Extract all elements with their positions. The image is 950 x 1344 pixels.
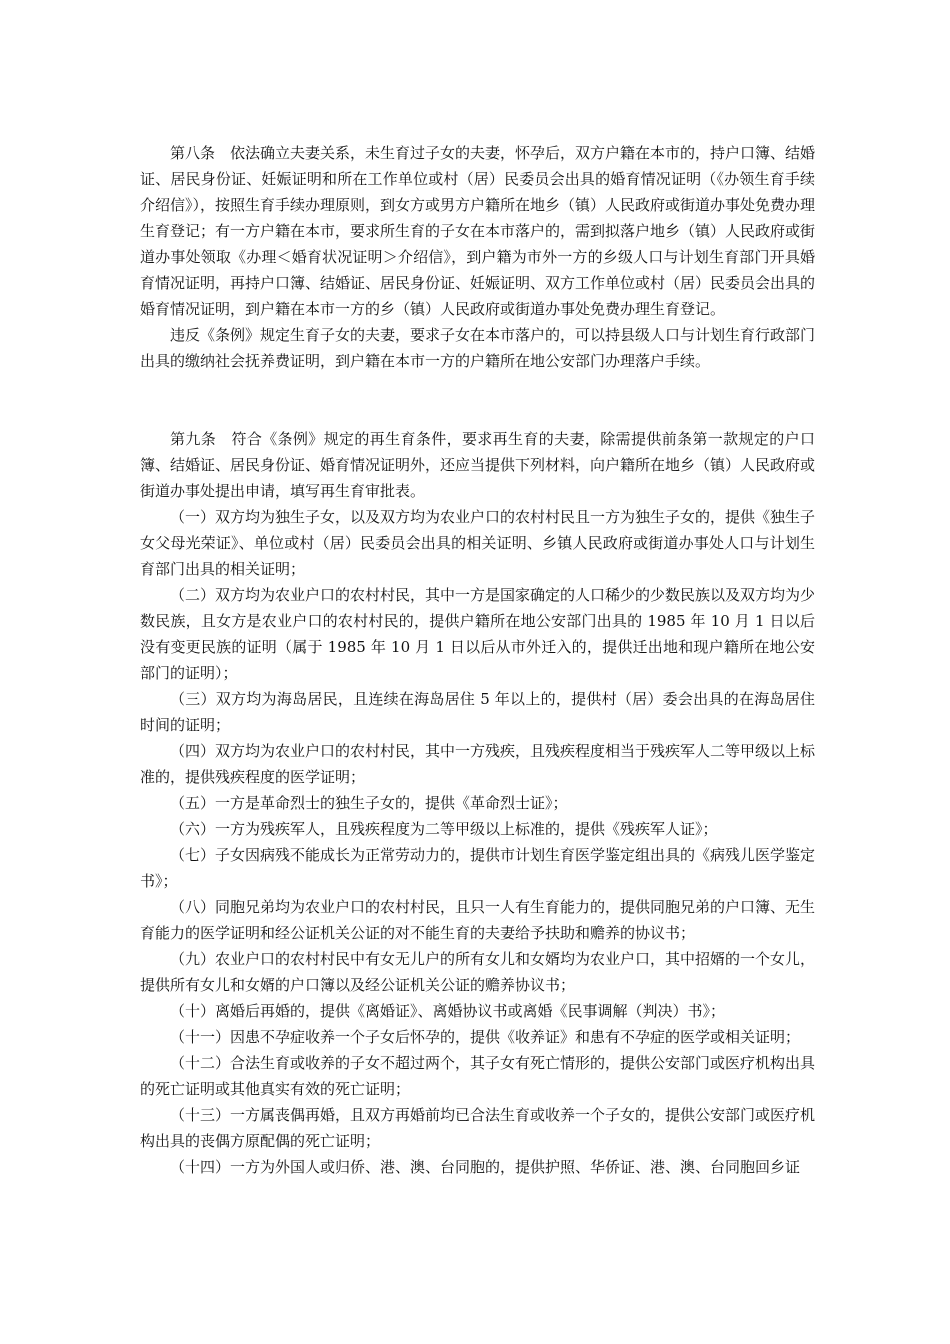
article-9-paragraph-intro: 第九条 符合《条例》规定的再生育条件，要求再生育的夫妻，除需提供前条第一款规定的户口簿、结婚证、居民身份证、婚育情况证明外，还应当提供下列材料，向户籍所在地乡（镇）人民政府或街道办事处提出申请，填写再生育审批表。 [140, 430, 816, 500]
article-9-item-4: （四）双方均为农业户口的农村村民，其中一方残疾，且残疾程度相当于残疾军人二等甲级以上标准的，提供残疾程度的医学证明； [140, 742, 816, 786]
article-9-item-9: （九）农业户口的农村村民中有女无儿户的所有女儿和女婿均为农业户口，其中招婿的一个女儿，提供所有女儿和女婿的户口簿以及经公证机关公证的赡养协议书； [140, 950, 816, 994]
article-9-item-7: （七）子女因病残不能成长为正常劳动力的，提供市计划生育医学鉴定组出具的《病残儿医学鉴定书》； [140, 846, 816, 890]
article-9-item-1: （一）双方均为独生子女，以及双方均为农业户口的农村村民且一方为独生子女的，提供《独生子女父母光荣证》、单位或村（居）民委员会出具的相关证明、乡镇人民政府或街道办事处人口与计划生育部门出具的相关证明； [140, 508, 816, 578]
article-8-paragraph-1: 第八条 依法确立夫妻关系，未生育过子女的夫妻，怀孕后，双方户籍在本市的，持户口簿、结婚证、居民身份证、妊娠证明和所在工作单位或村（居）民委员会出具的婚育情况证明（《办领生育手续介绍信》），按照生育手续办理原则，到女方或男方户籍所在地乡（镇）人民政府或街道办事处免费办理生育登记；有一方户籍在本市，要求所生育的子女在本市落户的，需到拟落户地乡（镇）人民政府或街道办事处领取《办理＜婚育状况证明＞介绍信》，到户籍为市外一方的乡级人口与计划生育部门开具婚育情况证明，再持户口簿、结婚证、居民身份证、妊娠证明、双方工作单位或村（居）民委员会出具的婚育情况证明，到户籍在本市一方的乡（镇）人民政府或街道办事处免费办理生育登记。 [140, 144, 816, 318]
article-9-item-14: （十四）一方为外国人或归侨、港、澳、台同胞的，提供护照、华侨证、港、澳、台同胞回乡证 [170, 1158, 801, 1176]
article-8 [140, 140, 815, 374]
article-9-item-11: （十一）因患不孕症收养一个子女后怀孕的，提供《收养证》和患有不孕症的医学或相关证明； [170, 1028, 801, 1046]
article-9-item-10: （十）离婚后再婚的，提供《离婚证》、离婚协议书或离婚《民事调解（判决）书》； [170, 1002, 726, 1020]
document-body [140, 140, 815, 1180]
article-8-paragraph-2: 违反《条例》规定生育子女的夫妻，要求子女在本市落户的，可以持县级人口与计划生育行政部门出具的缴纳社会抚养费证明，到户籍在本市一方的户籍所在地公安部门办理落户手续。 [140, 326, 816, 370]
article-9 [140, 426, 815, 1180]
article-9-item-13: （十三）一方属丧偶再婚，且双方再婚前均已合法生育或收养一个子女的，提供公安部门或医疗机构出具的丧偶方原配偶的死亡证明； [140, 1106, 816, 1150]
article-9-item-2: （二）双方均为农业户口的农村村民，其中一方是国家确定的人口稀少的少数民族以及双方均为少数民族，且女方是农业户口的农村村民的，提供户籍所在地公安部门出具的 1985 年 10 月 1 日以后没有变更民族的证明（属于 1985 年 10 月 1 日以后从市外迁入的，提供迁出地和现户籍所在地公安部门的证明）； [140, 586, 816, 682]
article-9-item-12: （十二）合法生育或收养的子女不超过两个，其子女有死亡情形的，提供公安部门或医疗机构出具的死亡证明或其他真实有效的死亡证明； [140, 1054, 816, 1098]
article-9-item-3: （三）双方均为海岛居民，且连续在海岛居住 5 年以上的，提供村（居）委会出具的在海岛居住时间的证明； [140, 690, 815, 734]
section-spacer [140, 374, 815, 426]
article-9-item-6: （六）一方为残疾军人，且残疾程度为二等甲级以上标准的，提供《残疾军人证》； [170, 820, 718, 838]
article-9-item-8: （八）同胞兄弟均为农业户口的农村村民，且只一人有生育能力的，提供同胞兄弟的户口簿、无生育能力的医学证明和经公证机关公证的对不能生育的夫妻给予扶助和赡养的协议书； [140, 898, 816, 942]
article-9-item-5: （五）一方是革命烈士的独生子女的，提供《革命烈士证》； [170, 794, 568, 812]
